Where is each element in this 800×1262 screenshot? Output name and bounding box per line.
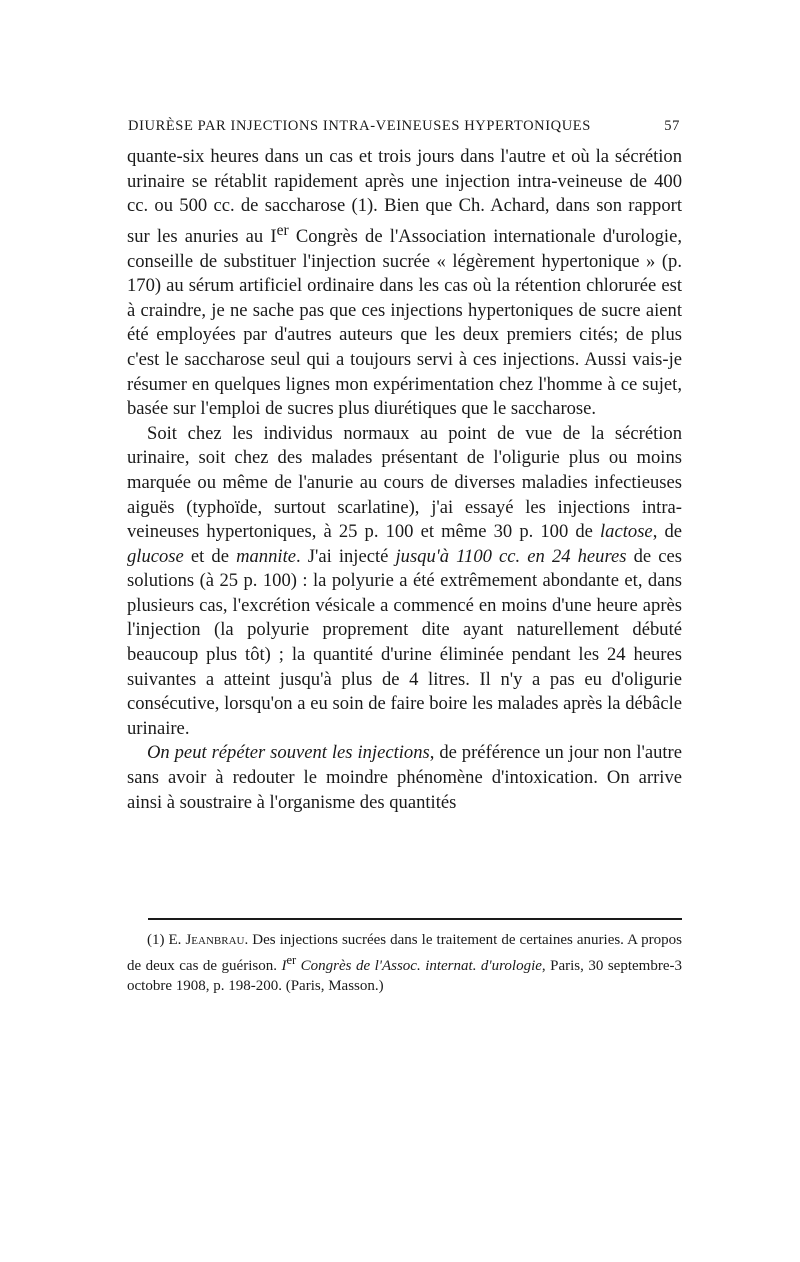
running-head [128,118,680,135]
body-text [127,145,682,815]
paragraph-3: On peut répéter souvent les injections, de préférence un jour non l'autre sans avoir à redouter le moindre phénomène d'intoxication. On arrive ainsi à soustraire à l'organisme des quantités [127,742,683,813]
footnote-marker: (1) E. [147,932,182,948]
running-head-title: DIURÈSE PAR INJECTIONS INTRA-VEINEUSES HYPERTONIQUES [128,118,591,134]
footnote: (1) E. Jeanbrau. Des injections sucrées dans le traitement de certaines anuries. A propos de deux cas de guérison. Ier Congrès de l'Assoc. internat. d'urologie, Paris, 30 septembre-3 octobre 1908, p. 198-200. (Paris, Masson.) [127,932,683,994]
footnote-author: Jeanbrau. [185,932,249,948]
footnote-divider [148,918,682,920]
paragraph-2: Soit chez les individus normaux au point de vue de la sécrétion urinaire, soit chez des malades présentant de l'oligurie plus ou moins marquée ou même de l'anurie au cours de diverses maladies infectieuses aiguës (typhoïde, surtout scarlatine), j'ai essayé les injections intra-veineuses hypertoniques, à 25 p. 100 et même 30 p. 100 de lactose, de glucose et de mannite. J'ai injecté jusqu'à 1100 cc. en 24 heures de ces solutions (à 25 p. 100) : la polyurie a été extrêmement abondante et, dans plusieurs cas, l'excrétion vésicale a commencé en moins d'une heure après l'injection (la polyurie proprement dite ayant naturellement débuté beaucoup plus tôt) ; la quantité d'urine éliminée pendant les 24 heures suivantes a atteint jusqu'à plus de 4 litres. Il n'y a pas eu d'oligurie consécutive, lorsqu'on a eu soin de faire boire les malades après la débâcle urinaire. [127,422,682,739]
page-number: 57 [664,118,680,134]
paragraph-1: quante-six heures dans un cas et trois jours dans l'autre et où la sécrétion urinaire se rétablit rapidement après une injection intra-veineuse de 400 cc. ou 500 cc. de saccharose (1). Bien que Ch. Achard, dans son rapport sur les anuries au Ier Congrès de l'Association internationale d'urologie, conseille de substituer l'injection sucrée « légèrement hypertonique » (p. 170) au sérum artificiel ordinaire dans les cas où la rétention chlorurée est à craindre, je ne sache pas que ces injections hypertoniques de sucre aient été employées par d'autres auteurs que les deux premiers cités; de plus c'est le saccharose seul qui a toujours servi à ces injections. Aussi vais-je résumer en quelques lignes mon expérimentation chez l'homme à ce sujet, basée sur l'emploi de sucres plus diurétiques que le saccharose. [127,146,682,420]
